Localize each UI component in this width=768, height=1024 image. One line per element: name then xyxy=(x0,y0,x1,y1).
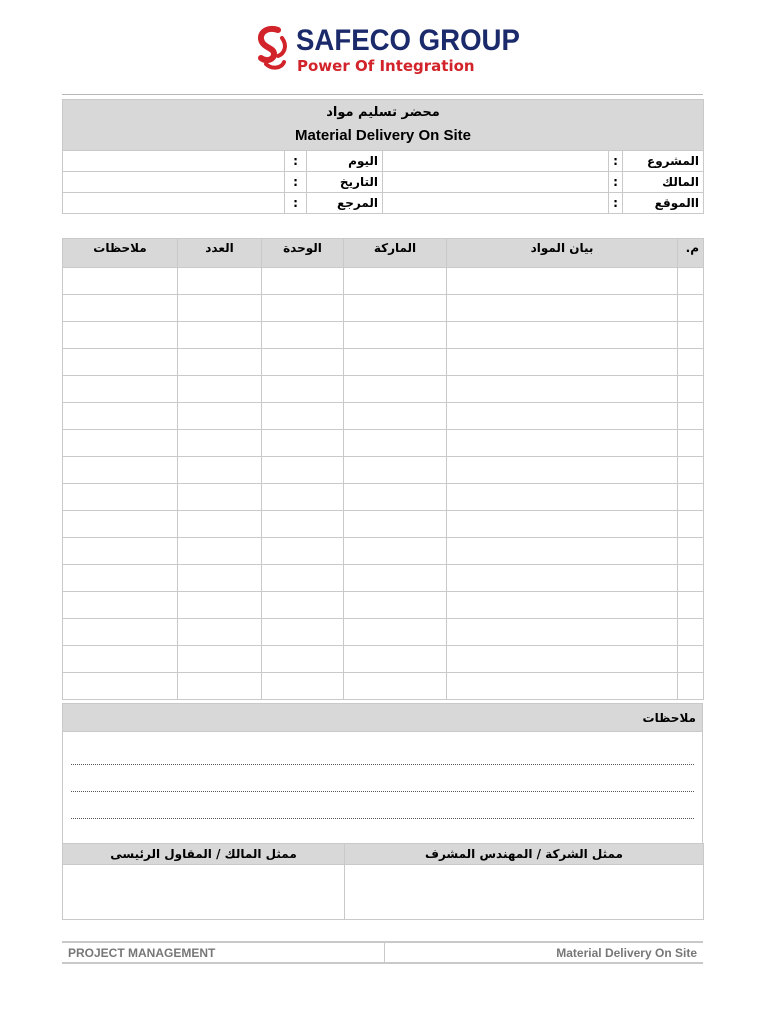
unit-cell[interactable] xyxy=(262,511,344,538)
header-row-location xyxy=(63,193,704,214)
unit-cell[interactable] xyxy=(262,484,344,511)
signature-section xyxy=(62,843,704,920)
number-cell[interactable] xyxy=(678,511,704,538)
notes-line[interactable] xyxy=(71,738,694,765)
description-cell[interactable] xyxy=(447,619,678,646)
description-cell[interactable] xyxy=(447,511,678,538)
notes-area[interactable] xyxy=(63,732,703,851)
reference-value-field[interactable] xyxy=(63,193,285,214)
brand-cell[interactable] xyxy=(344,646,447,673)
quantity-cell[interactable] xyxy=(178,295,262,322)
quantity-cell[interactable] xyxy=(178,430,262,457)
footer-department: PROJECT MANAGEMENT xyxy=(62,942,384,963)
brand-cell[interactable] xyxy=(344,268,447,295)
owner-label: المالك xyxy=(623,172,704,193)
header-row-owner xyxy=(63,172,704,193)
table-row xyxy=(63,565,704,592)
materials-table xyxy=(62,238,704,700)
table-row xyxy=(63,430,704,457)
quantity-cell[interactable] xyxy=(178,592,262,619)
quantity-cell[interactable] xyxy=(178,457,262,484)
quantity-cell[interactable] xyxy=(178,565,262,592)
notes-cell[interactable] xyxy=(63,538,178,565)
column-header-unit: الوحدة xyxy=(262,239,344,268)
table-row xyxy=(63,592,704,619)
column-header-number: م. xyxy=(678,239,704,268)
number-cell[interactable] xyxy=(678,673,704,700)
table-row xyxy=(63,349,704,376)
description-cell[interactable] xyxy=(447,403,678,430)
table-row xyxy=(63,322,704,349)
colon: : xyxy=(285,193,307,214)
number-cell[interactable] xyxy=(678,376,704,403)
brand-cell[interactable] xyxy=(344,673,447,700)
day-value-field[interactable] xyxy=(63,151,285,172)
unit-cell[interactable] xyxy=(262,673,344,700)
date-label: التاريخ xyxy=(307,172,383,193)
form-header xyxy=(62,99,704,214)
quantity-cell[interactable] xyxy=(178,646,262,673)
brand-cell[interactable] xyxy=(344,430,447,457)
unit-cell[interactable] xyxy=(262,592,344,619)
notes-cell[interactable] xyxy=(63,592,178,619)
project-label: المشروع xyxy=(623,151,704,172)
brand-cell[interactable] xyxy=(344,376,447,403)
unit-cell[interactable] xyxy=(262,403,344,430)
unit-cell[interactable] xyxy=(262,565,344,592)
unit-cell[interactable] xyxy=(262,457,344,484)
number-cell[interactable] xyxy=(678,619,704,646)
unit-cell[interactable] xyxy=(262,322,344,349)
brand-cell[interactable] xyxy=(344,322,447,349)
number-cell[interactable] xyxy=(678,430,704,457)
description-cell[interactable] xyxy=(447,646,678,673)
table-row xyxy=(63,538,704,565)
notes-line[interactable] xyxy=(71,792,694,819)
column-header-description: بيان المواد xyxy=(447,239,678,268)
brand-cell[interactable] xyxy=(344,403,447,430)
day-label: اليوم xyxy=(307,151,383,172)
notes-section xyxy=(62,703,703,851)
header-row-project xyxy=(63,151,704,172)
brand-cell[interactable] xyxy=(344,484,447,511)
table-row xyxy=(63,484,704,511)
owner-value-field[interactable] xyxy=(383,172,609,193)
notes-cell[interactable] xyxy=(63,268,178,295)
number-cell[interactable] xyxy=(678,646,704,673)
date-value-field[interactable] xyxy=(63,172,285,193)
page-footer xyxy=(62,941,703,964)
header-divider xyxy=(62,94,703,95)
number-cell[interactable] xyxy=(678,457,704,484)
number-cell[interactable] xyxy=(678,538,704,565)
company-signature-box[interactable] xyxy=(345,865,704,920)
notes-cell[interactable] xyxy=(63,349,178,376)
notes-cell[interactable] xyxy=(63,565,178,592)
quantity-cell[interactable] xyxy=(178,322,262,349)
form-title-english: Material Delivery On Site xyxy=(295,127,471,144)
description-cell[interactable] xyxy=(447,322,678,349)
owner-signature-box[interactable] xyxy=(63,865,345,920)
colon: : xyxy=(609,172,623,193)
unit-cell[interactable] xyxy=(262,619,344,646)
brand-cell[interactable] xyxy=(344,592,447,619)
unit-cell[interactable] xyxy=(262,295,344,322)
company-representative-label: ممثل الشركة / المهندس المشرف xyxy=(345,844,704,865)
notes-cell[interactable] xyxy=(63,511,178,538)
unit-cell[interactable] xyxy=(262,646,344,673)
number-cell[interactable] xyxy=(678,565,704,592)
form-title-arabic: محضر تسليم مواد xyxy=(326,105,440,120)
quantity-cell[interactable] xyxy=(178,376,262,403)
description-cell[interactable] xyxy=(447,484,678,511)
notes-cell[interactable] xyxy=(63,646,178,673)
brand-cell[interactable] xyxy=(344,538,447,565)
number-cell[interactable] xyxy=(678,268,704,295)
description-cell[interactable] xyxy=(447,457,678,484)
description-cell[interactable] xyxy=(447,430,678,457)
table-row xyxy=(63,376,704,403)
description-cell[interactable] xyxy=(447,592,678,619)
number-cell[interactable] xyxy=(678,484,704,511)
quantity-cell[interactable] xyxy=(178,538,262,565)
project-value-field[interactable] xyxy=(383,151,609,172)
company-name: SAFECO GROUP xyxy=(296,24,520,57)
brand-cell[interactable] xyxy=(344,565,447,592)
notes-cell[interactable] xyxy=(63,403,178,430)
unit-cell[interactable] xyxy=(262,349,344,376)
table-row xyxy=(63,268,704,295)
notes-cell[interactable] xyxy=(63,673,178,700)
number-cell[interactable] xyxy=(678,349,704,376)
footer-document-title: Material Delivery On Site xyxy=(384,942,703,963)
description-cell[interactable] xyxy=(447,295,678,322)
number-cell[interactable] xyxy=(678,592,704,619)
company-logo xyxy=(252,24,520,80)
owner-representative-label: ممثل المالك / المقاول الرئيسى xyxy=(63,844,345,865)
notes-cell[interactable] xyxy=(63,295,178,322)
brand-cell[interactable] xyxy=(344,295,447,322)
quantity-cell[interactable] xyxy=(178,349,262,376)
notes-cell[interactable] xyxy=(63,322,178,349)
number-cell[interactable] xyxy=(678,403,704,430)
unit-cell[interactable] xyxy=(262,376,344,403)
colon: : xyxy=(285,172,307,193)
brand-cell[interactable] xyxy=(344,511,447,538)
quantity-cell[interactable] xyxy=(178,403,262,430)
notes-cell[interactable] xyxy=(63,484,178,511)
form-title xyxy=(63,100,704,151)
colon: : xyxy=(609,193,623,214)
notes-label: ملاحظات xyxy=(63,704,703,732)
quantity-cell[interactable] xyxy=(178,511,262,538)
notes-cell[interactable] xyxy=(63,430,178,457)
number-cell[interactable] xyxy=(678,322,704,349)
table-row xyxy=(63,403,704,430)
quantity-cell[interactable] xyxy=(178,673,262,700)
brand-cell[interactable] xyxy=(344,619,447,646)
colon: : xyxy=(609,151,623,172)
description-cell[interactable] xyxy=(447,376,678,403)
location-label: االموقع xyxy=(623,193,704,214)
colon: : xyxy=(285,151,307,172)
description-cell[interactable] xyxy=(447,538,678,565)
table-row xyxy=(63,511,704,538)
location-value-field[interactable] xyxy=(383,193,609,214)
unit-cell[interactable] xyxy=(262,430,344,457)
reference-label: المرجع xyxy=(307,193,383,214)
description-cell[interactable] xyxy=(447,673,678,700)
table-row xyxy=(63,295,704,322)
description-cell[interactable] xyxy=(447,565,678,592)
quantity-cell[interactable] xyxy=(178,268,262,295)
brand-cell[interactable] xyxy=(344,457,447,484)
table-row xyxy=(63,619,704,646)
quantity-cell[interactable] xyxy=(178,484,262,511)
table-row xyxy=(63,646,704,673)
brand-cell[interactable] xyxy=(344,349,447,376)
notes-cell[interactable] xyxy=(63,457,178,484)
number-cell[interactable] xyxy=(678,295,704,322)
unit-cell[interactable] xyxy=(262,538,344,565)
materials-table-header xyxy=(63,239,704,268)
table-row xyxy=(63,457,704,484)
notes-cell[interactable] xyxy=(63,619,178,646)
column-header-brand: الماركة xyxy=(344,239,447,268)
notes-line[interactable] xyxy=(71,819,694,846)
column-header-quantity: العدد xyxy=(178,239,262,268)
company-tagline: Power Of Integration xyxy=(297,57,475,75)
quantity-cell[interactable] xyxy=(178,619,262,646)
description-cell[interactable] xyxy=(447,268,678,295)
notes-line[interactable] xyxy=(71,765,694,792)
safeco-mark-icon xyxy=(252,24,292,74)
table-row xyxy=(63,673,704,700)
description-cell[interactable] xyxy=(447,349,678,376)
column-header-notes: ملاحظات xyxy=(63,239,178,268)
notes-cell[interactable] xyxy=(63,376,178,403)
unit-cell[interactable] xyxy=(262,268,344,295)
